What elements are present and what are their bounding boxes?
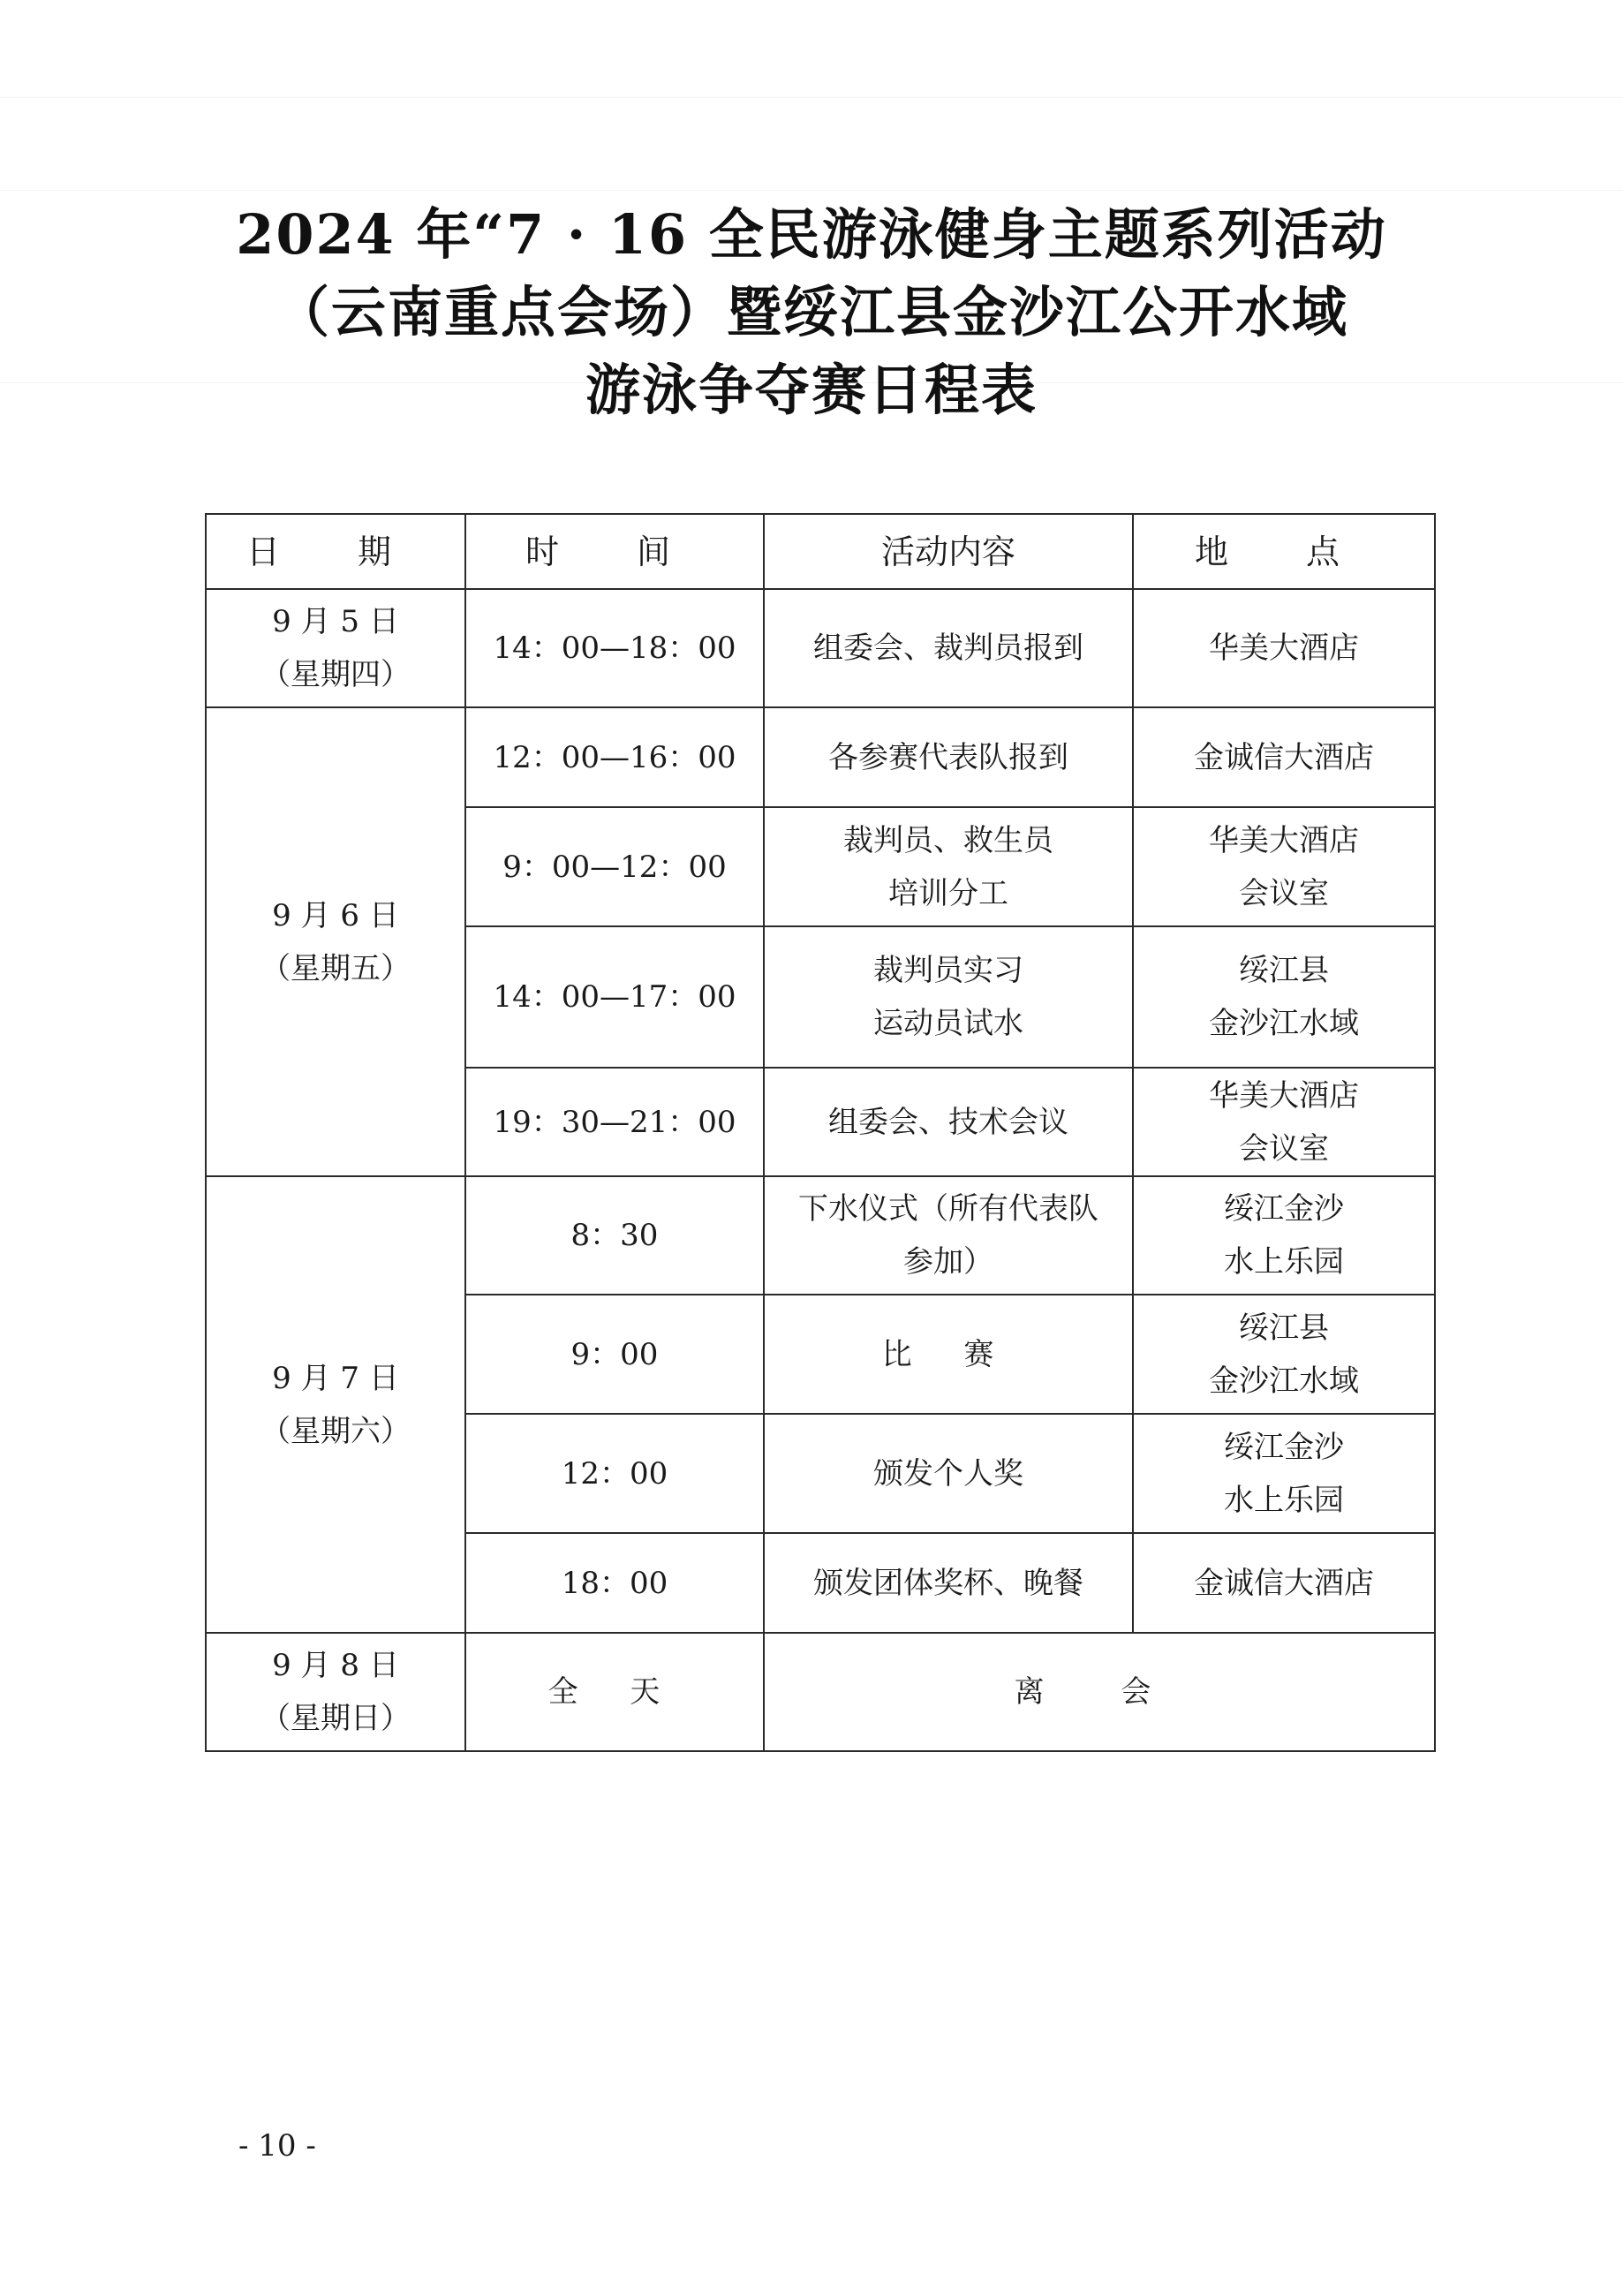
schedule-table (205, 513, 1436, 1752)
date-cell (206, 707, 465, 1176)
page-number: - 10 - (238, 2128, 316, 2164)
date-cell (206, 1176, 465, 1633)
time-cell: 18：00 (465, 1533, 764, 1633)
content-text: 比 赛 (881, 1336, 1015, 1372)
content-text: 培训分工 (888, 875, 1008, 911)
table-row (206, 707, 1435, 807)
content-cell (764, 707, 1133, 807)
content-cell (764, 1176, 1133, 1295)
location-cell (1133, 707, 1435, 807)
header-date: 日 期 (206, 514, 465, 589)
time-cell: 14：00—18：00 (465, 589, 764, 707)
time-cell: 12：00 (465, 1414, 764, 1533)
time-cell: 14：00—17：00 (465, 926, 764, 1068)
location-text: 会议室 (1239, 875, 1329, 911)
location-cell (1133, 1068, 1435, 1176)
weekday-label: （星期四） (260, 657, 411, 692)
scan-artifact-line (0, 97, 1623, 98)
location-cell (1133, 589, 1435, 707)
content-cell (764, 807, 1133, 926)
location-text: 华美大酒店 (1209, 822, 1359, 858)
content-text: 裁判员、救生员 (843, 822, 1053, 858)
location-cell (1133, 926, 1435, 1068)
content-text: 组委会、裁判员报到 (813, 631, 1083, 666)
date-cell (206, 589, 465, 707)
location-text: 绥江县 (1239, 1310, 1329, 1346)
content-text: 颁发团体奖杯、晚餐 (813, 1565, 1083, 1601)
date-label: 9 月 7 日 (272, 1360, 399, 1396)
content-text: 运动员试水 (873, 1006, 1023, 1041)
location-text: 绥江县 (1239, 953, 1329, 988)
content-cell (764, 1068, 1133, 1176)
content-text: 各参赛代表队报到 (828, 739, 1068, 775)
content-cell (764, 1533, 1133, 1633)
location-text: 绥江金沙 (1224, 1429, 1344, 1465)
date-label: 9 月 6 日 (272, 897, 399, 933)
header-content: 活动内容 (764, 514, 1133, 589)
title-line-3: 游泳争夺赛日程表 (585, 358, 1038, 422)
weekday-label: （星期五） (260, 950, 411, 986)
location-text: 金诚信大酒店 (1194, 1565, 1374, 1601)
time-cell: 9：00—12：00 (465, 807, 764, 926)
table-header-row (206, 514, 1435, 589)
header-location: 地 点 (1133, 514, 1435, 589)
date-cell (206, 1633, 465, 1751)
table-row (206, 589, 1435, 707)
location-cell (1133, 1176, 1435, 1295)
location-cell (1133, 1533, 1435, 1633)
time-cell: 19：30—21：00 (465, 1068, 764, 1176)
table-row (206, 1176, 1435, 1295)
content-text: 下水仪式（所有代表队 (798, 1191, 1098, 1227)
location-cell (1133, 1295, 1435, 1414)
header-time: 时 间 (465, 514, 764, 589)
location-text: 金诚信大酒店 (1194, 739, 1374, 775)
document-title (0, 196, 1623, 429)
location-cell (1133, 807, 1435, 926)
location-text: 金沙江水域 (1209, 1363, 1359, 1399)
date-label: 9 月 8 日 (272, 1648, 399, 1683)
content-cell (764, 1295, 1133, 1414)
location-text: 华美大酒店 (1209, 631, 1359, 666)
location-text: 华美大酒店 (1209, 1077, 1359, 1114)
title-line-1: 2024 年“7 · 16 全民游泳健身主题系列活动 (236, 202, 1387, 267)
location-text: 水上乐园 (1224, 1244, 1344, 1280)
weekday-label: （星期日） (260, 1701, 411, 1736)
content-text: 组委会、技术会议 (828, 1104, 1068, 1140)
location-cell (1133, 1414, 1435, 1533)
content-text: 颁发个人奖 (873, 1455, 1023, 1492)
content-cell (764, 589, 1133, 707)
title-line-2: （云南重点会场）暨绥江县金沙江公开水域 (274, 280, 1348, 344)
location-text: 绥江金沙 (1224, 1191, 1344, 1227)
content-text: 参加） (903, 1244, 993, 1280)
date-label: 9 月 5 日 (272, 604, 399, 639)
location-text: 会议室 (1239, 1130, 1329, 1167)
content-cell: 离 会 (764, 1633, 1435, 1751)
location-text: 水上乐园 (1224, 1482, 1344, 1518)
location-text: 金沙江水域 (1209, 1006, 1359, 1041)
time-cell: 12：00—16：00 (465, 707, 764, 807)
time-cell: 8：30 (465, 1176, 764, 1295)
weekday-label: （星期六） (260, 1413, 411, 1449)
table-row (206, 1633, 1435, 1751)
time-cell: 9：00 (465, 1295, 764, 1414)
content-cell (764, 926, 1133, 1068)
time-cell: 全 天 (465, 1633, 764, 1751)
content-cell (764, 1414, 1133, 1533)
scan-artifact-line (0, 190, 1623, 191)
content-text: 裁判员实习 (873, 953, 1023, 988)
